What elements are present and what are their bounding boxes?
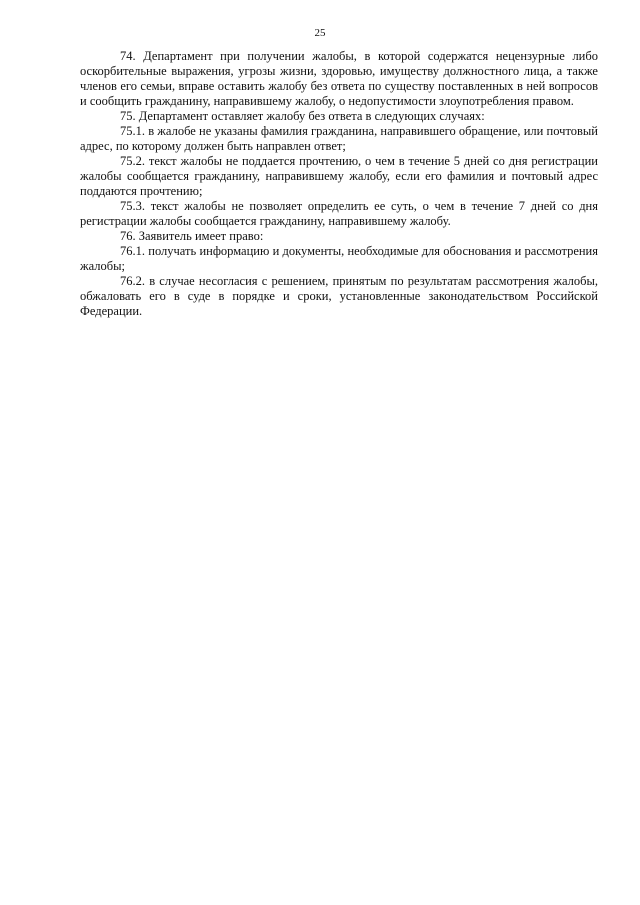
paragraph-75: 75. Департамент оставляет жалобу без ответа в следующих случаях: <box>120 109 485 123</box>
paragraph-74: 74. Департамент при получении жалобы, в которой содержатся нецензурные либо оскорбительные выражения, угрозы жизни, здоровью, имуществу должностного лица, а также членов его семьи, вправе оставить жалобу без ответа по существу поставленных в ней вопросов и сообщить гражданину, направившему жалобу, о недопустимости злоупотребления правом. <box>80 49 598 108</box>
document-body <box>80 49 598 319</box>
paragraph-76-1: 76.1. получать информацию и документы, необходимые для обоснования и рассмотрения жалобы; <box>80 244 598 273</box>
paragraph-76: 76. Заявитель имеет право: <box>120 229 264 243</box>
paragraph-76-2: 76.2. в случае несогласия с решением, принятым по результатам рассмотрения жалобы, обжаловать его в суде в порядке и сроки, установленные законодательством Российской Федерации. <box>80 274 598 318</box>
paragraph-75-1: 75.1. в жалобе не указаны фамилия гражданина, направившего обращение, или почтовый адрес, по которому должен быть направлен ответ; <box>80 124 598 153</box>
paragraph-75-3: 75.3. текст жалобы не позволяет определить ее суть, о чем в течение 7 дней со дня регистрации жалобы сообщается гражданину, направившему жалобу. <box>80 199 598 228</box>
paragraph-75-2: 75.2. текст жалобы не поддается прочтению, о чем в течение 5 дней со дня регистрации жалобы сообщается гражданину, направившему жалобу, если его фамилия и почтовый адрес поддаются прочтению; <box>80 154 598 198</box>
page-number: 25 <box>314 27 326 39</box>
